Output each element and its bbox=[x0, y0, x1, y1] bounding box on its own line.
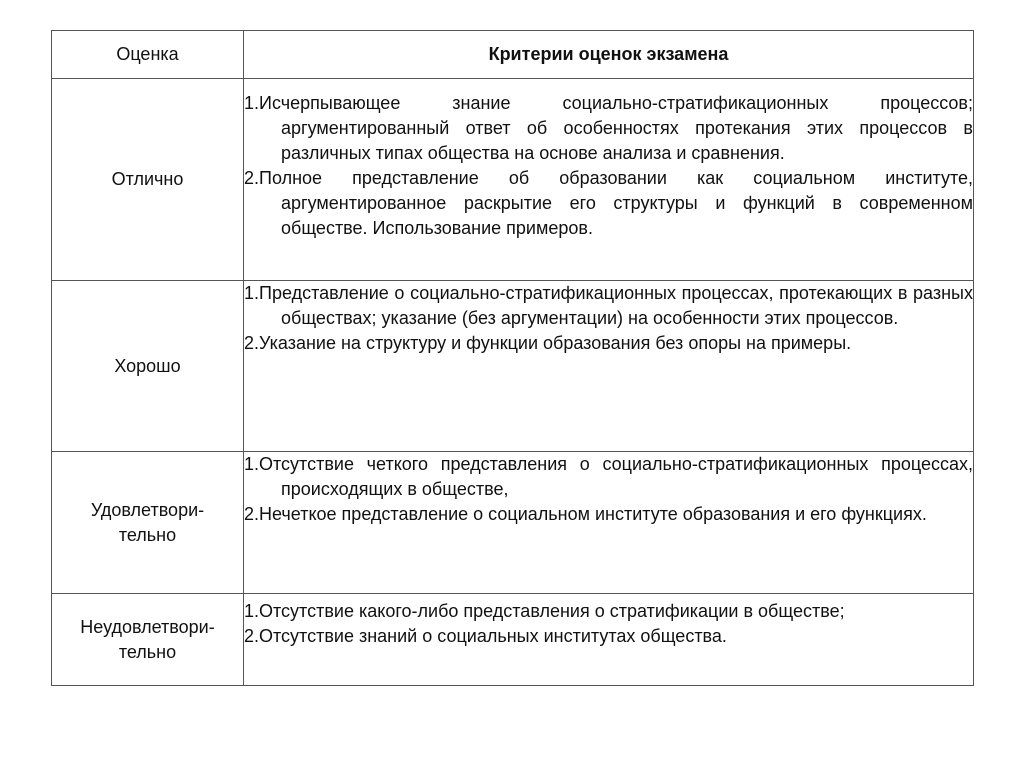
criteria-cell bbox=[244, 79, 974, 281]
grading-criteria-table bbox=[51, 30, 974, 686]
table-header-row bbox=[52, 31, 974, 79]
table-row bbox=[52, 452, 974, 594]
criteria-item: 2.Нечеткое представление о социальном институте образования и его функциях. bbox=[244, 504, 927, 524]
grade-satisfactory bbox=[52, 452, 244, 594]
criteria-item: 1.Отсутствие какого-либо представления о стратификации в обществе; bbox=[244, 601, 845, 621]
header-grade: Оценка bbox=[52, 31, 244, 79]
grade-label: Удовлетвори- тельно bbox=[90, 499, 205, 545]
criteria-cell bbox=[244, 281, 974, 452]
table-row bbox=[52, 594, 974, 686]
table-row bbox=[52, 281, 974, 452]
grade-excellent: Отлично bbox=[52, 79, 244, 281]
criteria-cell bbox=[244, 452, 974, 594]
criteria-item: 1.Отсутствие четкого представления о социально-стратификационных процессах, происходящих в обществе, bbox=[244, 454, 973, 499]
criteria-item: 2.Отсутствие знаний о социальных институтах общества. bbox=[244, 626, 727, 646]
criteria-item: 1.Исчерпывающее знание социально-стратификационных процессов; аргументированный ответ об особенностях протекания этих процессов в различных типах общества на основе анализа и сравнения. bbox=[244, 93, 973, 163]
table-row bbox=[52, 79, 974, 281]
criteria-item: 1.Представление о социально-стратификационных процессах, протекающих в разных обществах; указание (без аргументации) на особенности этих процессов. bbox=[244, 283, 973, 328]
criteria-item: 2.Указание на структуру и функции образования без опоры на примеры. bbox=[244, 333, 852, 353]
grade-unsatisfactory bbox=[52, 594, 244, 686]
grade-good: Хорошо bbox=[52, 281, 244, 452]
criteria-cell bbox=[244, 594, 974, 686]
header-criteria: Критерии оценок экзамена bbox=[244, 31, 974, 79]
grade-label: Неудовлетвори- тельно bbox=[80, 616, 215, 662]
criteria-item: 2.Полное представление об образовании как социальном институте, аргументированное раскрытие его структуры и функций в современном обществе. Использование примеров. bbox=[244, 168, 973, 238]
